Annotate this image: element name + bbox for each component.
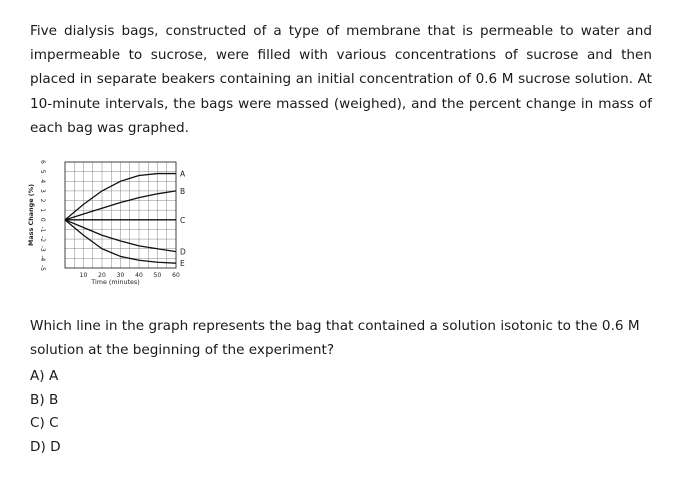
series-label-a: A <box>180 169 186 179</box>
x-tick-label: 30 <box>116 272 125 279</box>
mass-change-chart <box>28 156 198 296</box>
choice-b-text: B <box>48 391 59 408</box>
question-passage: Five dialysis bags, constructed of a type of membrane that is permeable to water and impermeable to sucrose, were filled with various concentrations of sucrose and then placed in separate beakers containing an initial concentration of 0.6 M sucrose solution. At 10-minute intervals, the bags were massed (weighed), and the percent change in mass of each bag was graphed. <box>30 23 652 136</box>
x-tick-label: 50 <box>153 272 162 279</box>
y-tick-label: 1 <box>39 208 46 213</box>
y-tick-label: 5 <box>39 169 46 174</box>
choice-d-letter: D) <box>30 438 46 455</box>
choice-c-letter: C) <box>30 415 45 432</box>
y-axis-label: Mass Change (%) <box>27 184 35 246</box>
x-tick-label: 20 <box>98 272 106 279</box>
x-axis-label: Time (minutes) <box>91 278 140 286</box>
x-tick-label: 60 <box>172 272 180 279</box>
series-label-d: D <box>180 247 186 257</box>
y-tick-label: 4 <box>39 179 46 184</box>
choice-a-text: A <box>48 368 59 384</box>
y-tick-label: -3 <box>39 245 46 252</box>
chart-axes <box>27 160 180 286</box>
series-label-e: E <box>180 259 185 269</box>
y-tick-label: -4 <box>39 255 46 262</box>
y-tick-label: 0 <box>38 217 46 222</box>
y-tick-label: -5 <box>39 265 46 271</box>
choice-c[interactable] <box>30 412 61 436</box>
choice-b-letter: B) <box>30 391 45 408</box>
series-label-b: B <box>180 186 186 196</box>
choice-d-text: D <box>50 438 61 455</box>
chart-labels <box>180 170 186 269</box>
choice-c-text: C <box>49 415 59 432</box>
answer-choices <box>30 365 61 459</box>
choice-a[interactable] <box>30 365 61 389</box>
question-stem: Which line in the graph represents the bag that contained a solution isotonic to the 0.6 M solution at the beginning of the experiment? <box>30 318 640 359</box>
x-tick-label: 40 <box>135 272 143 279</box>
series-label-c: C <box>180 215 186 225</box>
mass-change-graph <box>28 156 198 296</box>
y-tick-label: -1 <box>39 226 46 233</box>
choice-a-letter: A) <box>30 368 45 384</box>
choice-b[interactable] <box>30 389 61 413</box>
x-tick-label: 10 <box>79 272 88 279</box>
choice-d[interactable] <box>30 436 61 460</box>
y-tick-label: 2 <box>39 198 46 203</box>
y-tick-label: -2 <box>39 236 46 243</box>
y-tick-label: 6 <box>39 160 46 164</box>
y-tick-label: 3 <box>39 188 46 193</box>
